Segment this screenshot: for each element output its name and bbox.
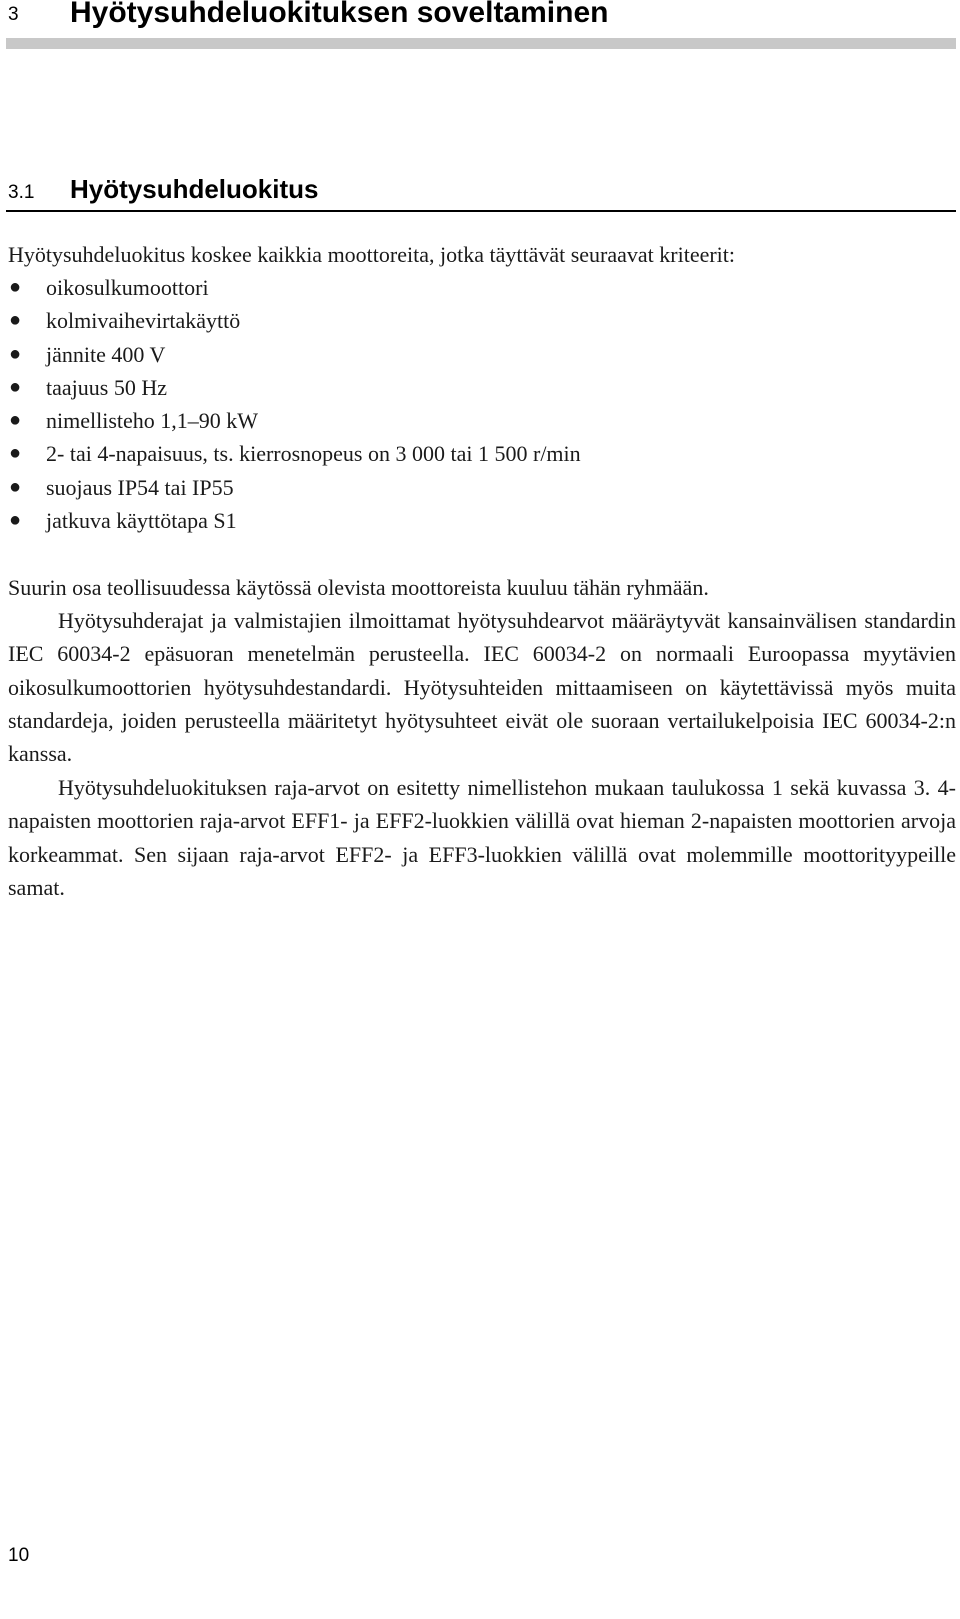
bullet-icon: ● <box>9 442 22 465</box>
list-item-text: 2- tai 4-napaisuus, ts. kierrosnopeus on 3 000 tai 1 500 r/min <box>46 441 581 467</box>
intro-text: Hyötysuhdeluokitus koskee kaikkia moottoreita, jotka täyttävät seuraavat kriteerit: <box>8 242 736 267</box>
page-number: 10 <box>8 1545 30 1566</box>
criteria-list <box>0 271 581 537</box>
bullet-icon: ● <box>9 475 22 498</box>
list-item <box>0 404 581 437</box>
list-item <box>0 271 581 304</box>
bullet-icon: ● <box>9 276 22 298</box>
list-item-text: kolmivaihevirtakäyttö <box>46 308 241 334</box>
list-item <box>0 504 581 537</box>
list-item-text: nimellisteho 1,1–90 kW <box>46 408 259 434</box>
paragraph-group-membership: Suurin osa teollisuudessa käytössä olevista moottoreista kuuluu tähän ryhmään. <box>8 575 709 600</box>
paragraph-limit-values: Hyötysuhdeluokituksen raja-arvot on esitetty nimellistehon mukaan taulukossa 1 sekä kuvassa 3. 4-napaisten moottorien raja-arvot EFF1- ja EFF2-luokkien välillä ovat hieman 2-napaisten moottorien arvoja korkeammat. Sen sijaan raja-arvot EFF2- ja EFF3-luokkien välillä ovat molemmille moottorityypeille samat. <box>8 775 956 900</box>
list-item <box>0 338 581 371</box>
list-item-text: jännite 400 V <box>46 341 166 367</box>
list-item <box>0 471 581 504</box>
section-number: 3.1 <box>8 182 35 203</box>
chapter-rule <box>6 38 956 49</box>
section-rule <box>6 210 956 212</box>
chapter-title: Hyötysuhdeluokituksen soveltaminen <box>70 0 609 29</box>
list-item-text: oikosulkumoottori <box>46 275 209 300</box>
paragraph-efficiency-limits: Hyötysuhderajat ja valmistajien ilmoittamat hyötysuhdearvot määräytyvät kansainvälisen standardin IEC 60034-2 epäsuoran menetelmän perusteella. IEC 60034-2 on normaali Euroopassa myytävien oikosulkumoottorien hyötysuhdestandardi. Hyötysuhteiden mittaamiseen on käytettävissä myös muita standardeja, joiden perusteella määritetyt hyötysuhteet eivät ole suoraan vertailukelpoisia IEC 60034-2:n kanssa. <box>8 608 956 767</box>
bullet-icon: ● <box>9 342 22 365</box>
bullet-icon: ● <box>9 309 22 332</box>
section-title: Hyötysuhdeluokitus <box>70 174 319 204</box>
list-item-text: suojaus IP54 tai IP55 <box>46 474 234 500</box>
bullet-icon: ● <box>9 509 22 532</box>
list-item-text: taajuus 50 Hz <box>46 374 167 400</box>
list-item <box>0 371 581 404</box>
list-item <box>0 437 581 470</box>
bullet-icon: ● <box>9 375 22 398</box>
chapter-number: 3 <box>8 4 19 25</box>
bullet-icon: ● <box>9 409 22 432</box>
list-item <box>0 304 581 337</box>
list-item-text: jatkuva käyttötapa S1 <box>46 508 237 534</box>
